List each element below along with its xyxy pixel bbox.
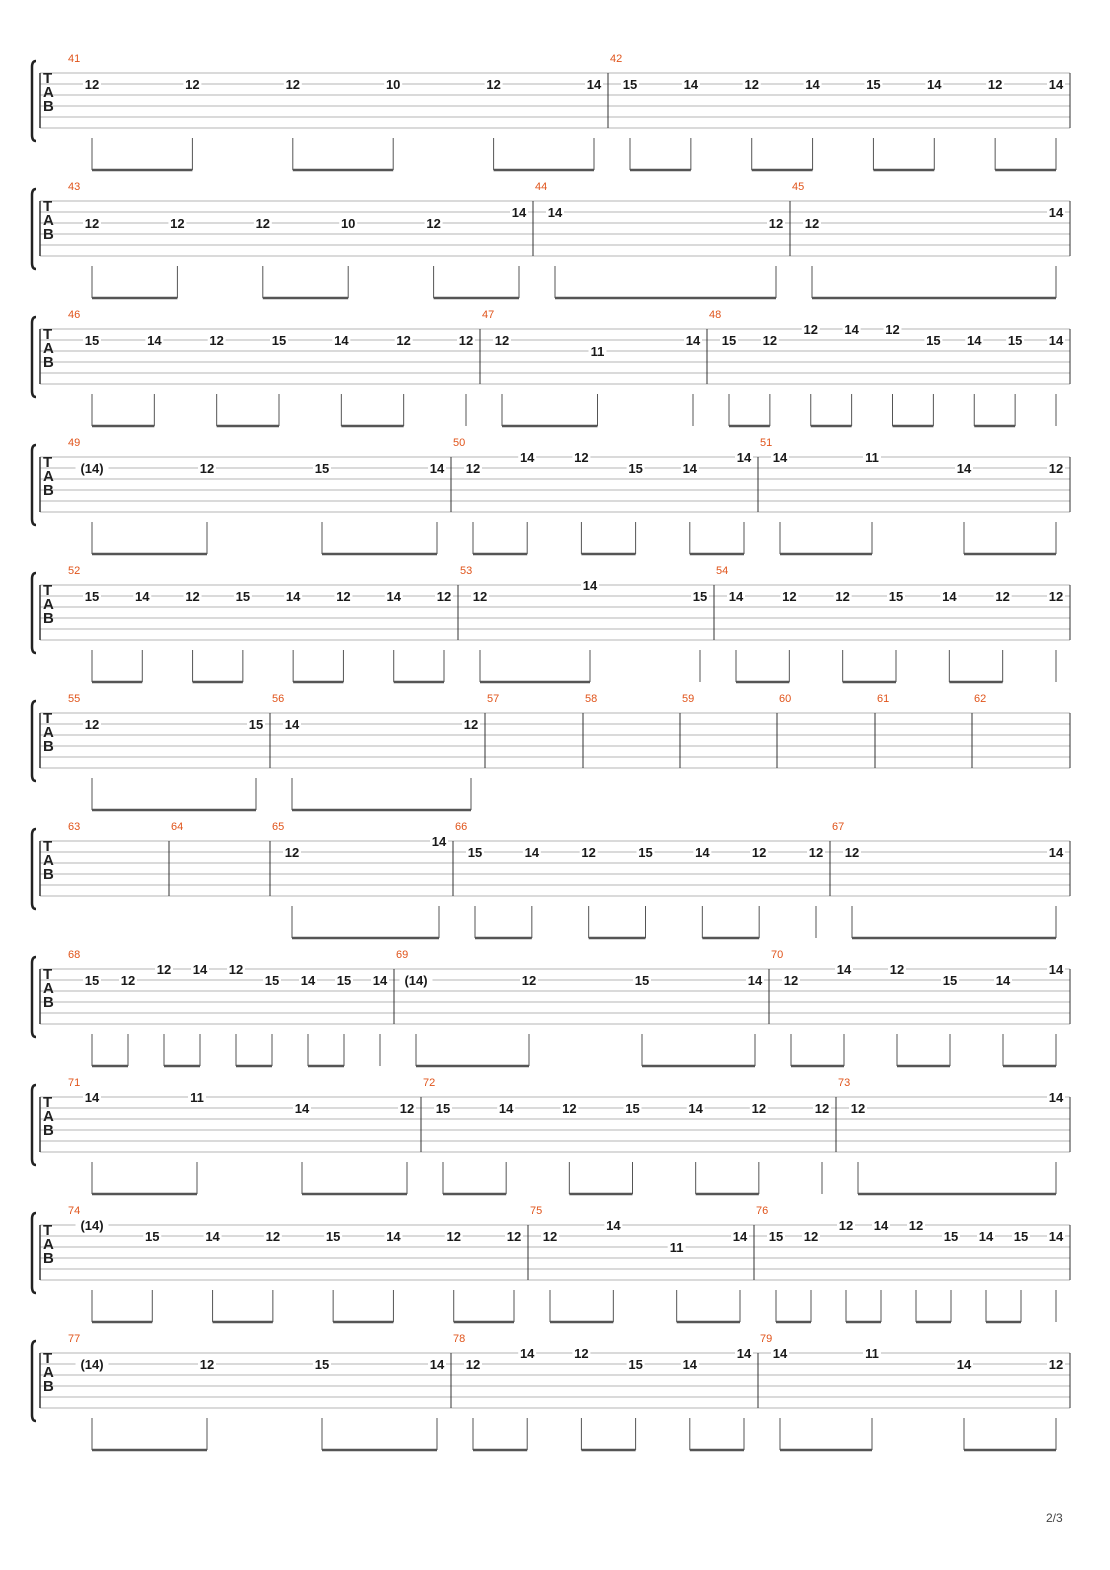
- tab-clef-letter: B: [43, 994, 54, 1011]
- fret-number: 12: [426, 216, 441, 231]
- fret-number: 14: [942, 589, 957, 604]
- fret-number: 14: [519, 450, 535, 465]
- fret-number: 15: [942, 973, 958, 988]
- measure: [760, 1333, 1065, 1450]
- measure-number: 48: [709, 309, 722, 321]
- fret-number: 14: [300, 973, 316, 988]
- system-bracket: [32, 829, 36, 909]
- tab-system: [32, 693, 1070, 810]
- measure: [453, 437, 753, 554]
- measure: [682, 693, 694, 705]
- fret-number: 14: [147, 333, 162, 348]
- fret-number: 12: [1048, 1357, 1064, 1372]
- tab-clef-letter: B: [43, 354, 54, 371]
- fret-number: 15: [264, 973, 280, 988]
- fret-number: 15: [336, 973, 352, 988]
- fret-number: 15: [467, 845, 483, 860]
- page-number: 2/3: [1046, 1511, 1063, 1525]
- fret-number: 12: [84, 77, 100, 92]
- fret-number: 15: [84, 589, 100, 604]
- fret-number: 12: [209, 333, 224, 348]
- fret-number: 14: [1048, 333, 1064, 348]
- measure-number: 71: [68, 1077, 81, 1089]
- measure: [709, 309, 1065, 426]
- measure: [530, 1205, 749, 1322]
- measure-number: 62: [974, 693, 987, 705]
- fret-number: 12: [562, 1101, 577, 1116]
- fret-number: 14: [736, 1346, 752, 1361]
- measure: [771, 949, 1065, 1066]
- measure: [453, 1333, 753, 1450]
- tab-system: [32, 181, 1070, 298]
- fret-number: 14: [682, 461, 698, 476]
- tab-clef-letter: T: [43, 582, 53, 599]
- fret-number: 14: [772, 450, 788, 465]
- fret-number: 14: [995, 973, 1011, 988]
- fret-number: 14: [1048, 205, 1064, 220]
- measure-number: 75: [530, 1205, 543, 1217]
- fret-number: 14: [524, 845, 540, 860]
- measure-number: 52: [68, 565, 81, 577]
- system-bracket: [32, 61, 36, 141]
- measure-number: 77: [68, 1333, 81, 1345]
- fret-number: 14: [498, 1101, 514, 1116]
- measure-number: 54: [716, 565, 729, 577]
- tab-clef-letter: B: [43, 1378, 54, 1395]
- tab-clef-letter: T: [43, 1350, 53, 1367]
- measure-number: 45: [792, 181, 805, 193]
- tab-clef-letter: T: [43, 198, 53, 215]
- tab-system: [32, 437, 1070, 554]
- measure: [838, 1077, 1065, 1194]
- measure: [68, 437, 446, 554]
- fret-number: (14): [80, 1218, 104, 1233]
- fret-number: 14: [606, 1218, 621, 1233]
- tab-clef-letter: A: [43, 212, 54, 229]
- tab-system: [32, 565, 1070, 682]
- fret-number: 14: [685, 333, 701, 348]
- tab-clef-letter: B: [43, 98, 54, 115]
- measure: [68, 181, 528, 298]
- measure-number: 69: [396, 949, 409, 961]
- tab-clef-letter: A: [43, 340, 54, 357]
- fret-number: 14: [1048, 1090, 1064, 1105]
- fret-number: 14: [956, 461, 972, 476]
- fret-number: 12: [284, 845, 300, 860]
- tab-system: [32, 949, 1070, 1066]
- measure: [716, 565, 1065, 682]
- fret-number: 12: [987, 77, 1003, 92]
- fret-number: 15: [435, 1101, 451, 1116]
- fret-number: 15: [1007, 333, 1023, 348]
- measure-number: 73: [838, 1077, 851, 1089]
- fret-number: 14: [511, 205, 527, 220]
- system-bracket: [32, 445, 36, 525]
- fret-number: 12: [199, 461, 215, 476]
- fret-number: 12: [838, 1218, 854, 1233]
- system-bracket: [32, 1341, 36, 1421]
- fret-number: 14: [695, 845, 710, 860]
- fret-number: 14: [334, 333, 349, 348]
- tab-clef-letter: B: [43, 866, 54, 883]
- fret-number: 15: [314, 1357, 330, 1372]
- fret-number: 12: [744, 77, 759, 92]
- fret-number: 14: [294, 1101, 310, 1116]
- tab-system: [32, 53, 1070, 170]
- fret-number: 10: [385, 77, 401, 92]
- fret-number: 15: [638, 845, 653, 860]
- fret-number: 15: [888, 589, 904, 604]
- fret-number: 14: [429, 1357, 445, 1372]
- measure-number: 63: [68, 821, 81, 833]
- fret-number: 12: [908, 1218, 924, 1233]
- fret-number: 15: [622, 77, 638, 92]
- measure-number: 65: [272, 821, 285, 833]
- fret-number: 14: [844, 322, 859, 337]
- fret-number: 12: [336, 589, 351, 604]
- tab-system: [32, 1077, 1070, 1194]
- measure-number: 64: [171, 821, 184, 833]
- fret-number: (14): [404, 973, 428, 988]
- fret-number: 15: [634, 973, 650, 988]
- fret-number: 12: [995, 589, 1010, 604]
- tab-clef-letter: B: [43, 1250, 54, 1267]
- fret-number: 12: [581, 845, 596, 860]
- measure: [68, 53, 603, 170]
- fret-number: 12: [574, 450, 589, 465]
- tab-clef-letter: T: [43, 1094, 53, 1111]
- measure: [974, 693, 986, 705]
- measure-number: 78: [453, 1333, 466, 1345]
- system-bracket: [32, 317, 36, 397]
- measure-number: 60: [779, 693, 792, 705]
- measure-number: 74: [68, 1205, 81, 1217]
- tab-clef-letter: T: [43, 838, 53, 855]
- measure: [68, 565, 453, 682]
- measure-number: 55: [68, 693, 81, 705]
- fret-number: 15: [1013, 1229, 1029, 1244]
- fret-number: 15: [325, 1229, 341, 1244]
- fret-number: 14: [728, 589, 744, 604]
- fret-number: 11: [590, 344, 605, 359]
- fret-number: 12: [120, 973, 136, 988]
- measure-number: 53: [460, 565, 473, 577]
- fret-number: 14: [285, 589, 301, 604]
- tab-clef-letter: T: [43, 454, 53, 471]
- fret-number: 12: [185, 589, 200, 604]
- tab-clef-letter: B: [43, 1122, 54, 1139]
- measure: [792, 181, 1065, 298]
- fret-number: 12: [850, 1101, 866, 1116]
- tab-clef-letter: T: [43, 326, 53, 343]
- measure: [423, 1077, 831, 1194]
- measure-number: 58: [585, 693, 598, 705]
- fret-number: 12: [84, 216, 100, 231]
- fret-number: 12: [465, 1357, 481, 1372]
- system-bracket: [32, 189, 36, 269]
- tab-clef-letter: T: [43, 710, 53, 727]
- measure: [68, 949, 389, 1066]
- measure-number: 46: [68, 309, 81, 321]
- fret-number: 14: [873, 1218, 889, 1233]
- fret-number: 14: [747, 973, 763, 988]
- fret-number: 15: [145, 1229, 160, 1244]
- measure-number: 49: [68, 437, 81, 449]
- fret-number: 15: [721, 333, 737, 348]
- measure: [68, 1077, 416, 1194]
- measure: [68, 821, 80, 833]
- fret-number: 14: [431, 834, 447, 849]
- measure: [455, 821, 825, 938]
- fret-number: 12: [574, 1346, 589, 1361]
- measure-number: 41: [68, 53, 81, 65]
- fret-number: 12: [199, 1357, 215, 1372]
- tab-clef-letter: A: [43, 1108, 54, 1125]
- fret-number: 15: [628, 461, 643, 476]
- measure: [482, 309, 702, 426]
- fret-number: 14: [772, 1346, 788, 1361]
- measure-number: 61: [877, 693, 890, 705]
- fret-number: 12: [255, 216, 271, 231]
- measure-number: 42: [610, 53, 623, 65]
- fret-number: 12: [436, 589, 452, 604]
- fret-number: 14: [386, 589, 401, 604]
- fret-number: 12: [521, 973, 537, 988]
- measure-number: 70: [771, 949, 784, 961]
- fret-number: 12: [228, 962, 244, 977]
- tab-clef-letter: A: [43, 468, 54, 485]
- measure-number: 67: [832, 821, 845, 833]
- fret-number: 12: [185, 77, 200, 92]
- measure: [610, 53, 1065, 170]
- fret-number: 14: [192, 962, 208, 977]
- measure: [779, 693, 791, 705]
- fret-number: 12: [458, 333, 474, 348]
- fret-number: (14): [80, 1357, 104, 1372]
- measure-number: 79: [760, 1333, 773, 1345]
- tab-system: [32, 821, 1070, 938]
- measure-number: 44: [535, 181, 548, 193]
- fret-number: 12: [808, 845, 824, 860]
- fret-number: 14: [386, 1229, 401, 1244]
- fret-number: 12: [465, 461, 481, 476]
- fret-number: 12: [285, 77, 301, 92]
- fret-number: 14: [1048, 1229, 1064, 1244]
- tab-clef-letter: A: [43, 980, 54, 997]
- fret-number: 15: [943, 1229, 959, 1244]
- fret-number: 14: [732, 1229, 748, 1244]
- measure: [272, 693, 480, 810]
- tab-clef-letter: A: [43, 596, 54, 613]
- fret-number: 14: [805, 77, 820, 92]
- fret-number: 15: [926, 333, 941, 348]
- fret-number: 14: [1048, 845, 1064, 860]
- system-bracket: [32, 1213, 36, 1293]
- fret-number: 14: [688, 1101, 703, 1116]
- measure-number: 43: [68, 181, 81, 193]
- fret-number: 12: [84, 717, 100, 732]
- fret-number: 12: [542, 1229, 558, 1244]
- measure-number: 56: [272, 693, 285, 705]
- fret-number: 12: [844, 845, 860, 860]
- measure: [68, 693, 265, 810]
- system-bracket: [32, 573, 36, 653]
- tab-clef-letter: T: [43, 70, 53, 87]
- fret-number: 15: [768, 1229, 784, 1244]
- tab-clef-letter: B: [43, 226, 54, 243]
- fret-number: 14: [582, 578, 598, 593]
- fret-number: 12: [783, 973, 799, 988]
- system-bracket: [32, 957, 36, 1037]
- fret-number: 12: [399, 1101, 415, 1116]
- tab-clef-letter: B: [43, 482, 54, 499]
- measure-number: 51: [760, 437, 773, 449]
- tab-clef-letter: B: [43, 738, 54, 755]
- measure: [585, 693, 597, 705]
- fret-number: 14: [967, 333, 982, 348]
- fret-number: 12: [803, 322, 818, 337]
- measure: [171, 821, 183, 833]
- measure-number: 59: [682, 693, 695, 705]
- fret-number: 15: [235, 589, 251, 604]
- fret-number: 12: [804, 216, 820, 231]
- fret-number: 11: [190, 1090, 204, 1105]
- fret-number: 12: [486, 77, 501, 92]
- tab-clef-letter: A: [43, 852, 54, 869]
- fret-number: 12: [768, 216, 784, 231]
- fret-number: 14: [135, 589, 150, 604]
- fret-number: 12: [472, 589, 488, 604]
- fret-number: 15: [692, 589, 708, 604]
- measure: [756, 1205, 1065, 1322]
- fret-number: 11: [669, 1240, 684, 1255]
- fret-number: 12: [782, 589, 797, 604]
- fret-number: 14: [1048, 77, 1064, 92]
- measure: [396, 949, 764, 1066]
- measure-number: 57: [487, 693, 500, 705]
- tab-clef-letter: B: [43, 610, 54, 627]
- fret-number: 12: [446, 1229, 461, 1244]
- fret-number: (14): [80, 461, 104, 476]
- fret-number: 12: [762, 333, 778, 348]
- measure: [535, 181, 785, 298]
- fret-number: 11: [865, 1346, 879, 1361]
- measure: [272, 821, 448, 938]
- fret-number: 12: [814, 1101, 830, 1116]
- fret-number: 12: [751, 1101, 767, 1116]
- fret-number: 12: [1048, 589, 1064, 604]
- measure-number: 68: [68, 949, 81, 961]
- fret-number: 14: [978, 1229, 994, 1244]
- fret-number: 15: [84, 333, 100, 348]
- fret-number: 15: [314, 461, 330, 476]
- fret-number: 12: [463, 717, 479, 732]
- fret-number: 15: [84, 973, 100, 988]
- fret-number: 14: [429, 461, 445, 476]
- tab-clef-letter: A: [43, 84, 54, 101]
- fret-number: 12: [885, 322, 900, 337]
- fret-number: 15: [271, 333, 287, 348]
- tab-clef-letter: A: [43, 1236, 54, 1253]
- measure: [877, 693, 889, 705]
- tab-clef-letter: A: [43, 724, 54, 741]
- fret-number: 14: [956, 1357, 972, 1372]
- fret-number: 14: [682, 1357, 698, 1372]
- fret-number: 14: [1048, 962, 1064, 977]
- tab-clef-letter: T: [43, 966, 53, 983]
- measure: [68, 309, 475, 426]
- tab-system: [32, 309, 1070, 426]
- measure-number: 47: [482, 309, 495, 321]
- fret-number: 14: [927, 77, 942, 92]
- fret-number: 14: [205, 1229, 220, 1244]
- fret-number: 10: [340, 216, 356, 231]
- fret-number: 12: [889, 962, 905, 977]
- fret-number: 15: [866, 77, 881, 92]
- fret-number: 12: [494, 333, 510, 348]
- fret-number: 14: [84, 1090, 100, 1105]
- fret-number: 12: [506, 1229, 522, 1244]
- fret-number: 14: [736, 450, 752, 465]
- fret-number: 14: [586, 77, 602, 92]
- measure: [832, 821, 1065, 938]
- measure: [487, 693, 499, 705]
- fret-number: 14: [547, 205, 563, 220]
- system-bracket: [32, 1085, 36, 1165]
- fret-number: 14: [836, 962, 852, 977]
- measure-number: 76: [756, 1205, 769, 1217]
- fret-number: 12: [156, 962, 172, 977]
- fret-number: 12: [170, 216, 185, 231]
- fret-number: 15: [248, 717, 264, 732]
- fret-number: 12: [835, 589, 850, 604]
- measure-number: 72: [423, 1077, 436, 1089]
- fret-number: 15: [628, 1357, 643, 1372]
- fret-number: 12: [803, 1229, 819, 1244]
- measure: [760, 437, 1065, 554]
- fret-number: 12: [751, 845, 767, 860]
- tab-clef-letter: T: [43, 1222, 53, 1239]
- fret-number: 12: [265, 1229, 281, 1244]
- measure: [68, 1205, 523, 1322]
- tab-system: [32, 1333, 1070, 1450]
- fret-number: 14: [519, 1346, 535, 1361]
- tab-clef-letter: A: [43, 1364, 54, 1381]
- measure-number: 66: [455, 821, 468, 833]
- fret-number: 14: [372, 973, 388, 988]
- system-bracket: [32, 701, 36, 781]
- fret-number: 15: [625, 1101, 640, 1116]
- fret-number: 12: [396, 333, 411, 348]
- fret-number: 11: [865, 450, 879, 465]
- fret-number: 14: [284, 717, 300, 732]
- tab-system: [32, 1205, 1070, 1322]
- fret-number: 14: [683, 77, 699, 92]
- measure: [460, 565, 709, 682]
- measure-number: 50: [453, 437, 466, 449]
- measure: [68, 1333, 446, 1450]
- fret-number: 12: [1048, 461, 1064, 476]
